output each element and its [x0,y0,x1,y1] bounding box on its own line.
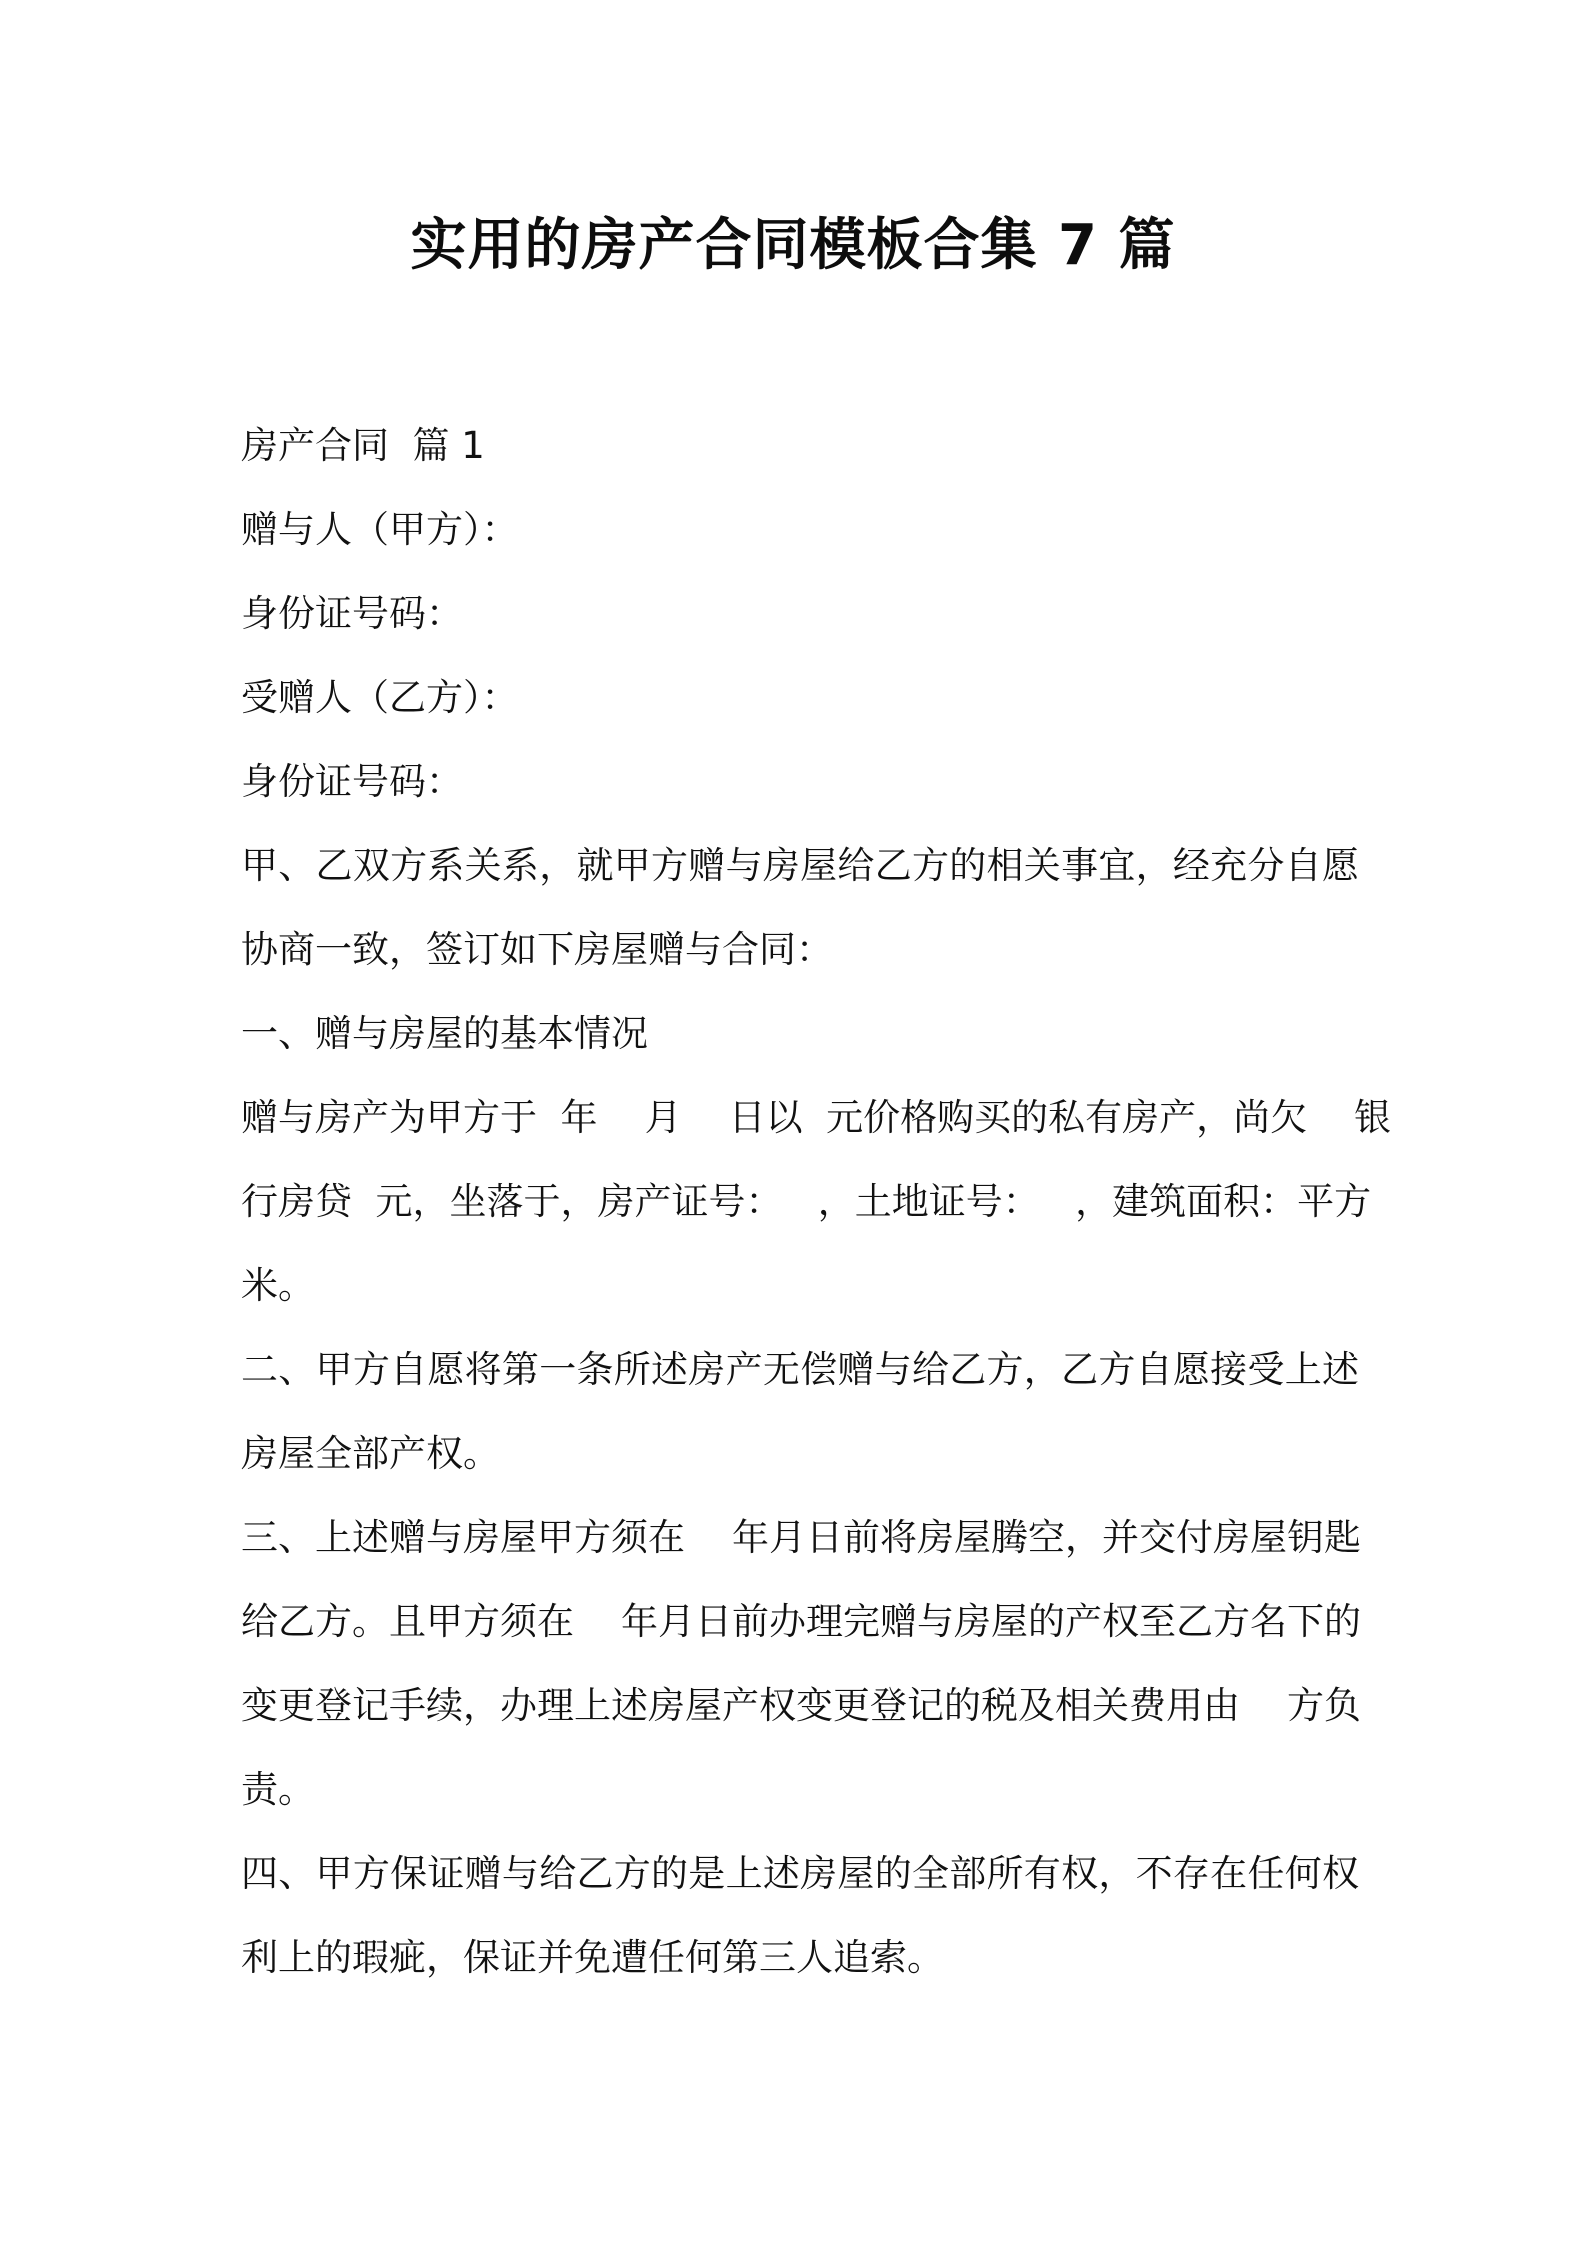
paragraph-line: 利上的瑕疵，保证并免遭任何第三人追索。 [241,1936,944,1979]
paragraph-line: 赠与房产为甲方于 年 月 日以 元价格购买的私有房产，尚欠 银 [241,1096,1392,1139]
donee-field-label: 受赠人（乙方）： [241,676,519,719]
section-heading: 房产合同 篇 1 [241,424,485,467]
donee-id-label: 身份证号码： [241,760,463,803]
paragraph-line: 协商一致，签订如下房屋赠与合同： [241,928,833,971]
paragraph-line: 甲、乙双方系关系，就甲方赠与房屋给乙方的相关事宜，经充分自愿 [241,844,1359,887]
paragraph-line: 变更登记手续，办理上述房屋产权变更登记的税及相关费用由 方负 [241,1684,1362,1727]
clause-heading: 一、赠与房屋的基本情况 [241,1012,648,1055]
paragraph-line: 二、甲方自愿将第一条所述房产无偿赠与给乙方，乙方自愿接受上述 [241,1348,1359,1391]
document-title: 实用的房产合同模板合集 7 篇 [410,213,1176,278]
paragraph-line: 四、甲方保证赠与给乙方的是上述房屋的全部所有权，不存在任何权 [241,1852,1359,1895]
document-body [241,404,1392,2000]
paragraph-line: 房屋全部产权。 [241,1432,500,1475]
paragraph-line: 三、上述赠与房屋甲方须在 年月日前将房屋腾空，并交付房屋钥匙 [241,1516,1362,1559]
paragraph-line: 责。 [241,1768,315,1811]
paragraph-line: 给乙方。且甲方须在 年月日前办理完赠与房屋的产权至乙方名下的 [241,1600,1362,1643]
paragraph-line: 米。 [241,1264,315,1307]
paragraph-line: 行房贷 元，坐落于，房产证号： ，土地证号： ，建筑面积：平方 [241,1180,1372,1223]
donor-field-label: 赠与人（甲方）： [241,508,519,551]
donor-id-label: 身份证号码： [241,592,463,635]
